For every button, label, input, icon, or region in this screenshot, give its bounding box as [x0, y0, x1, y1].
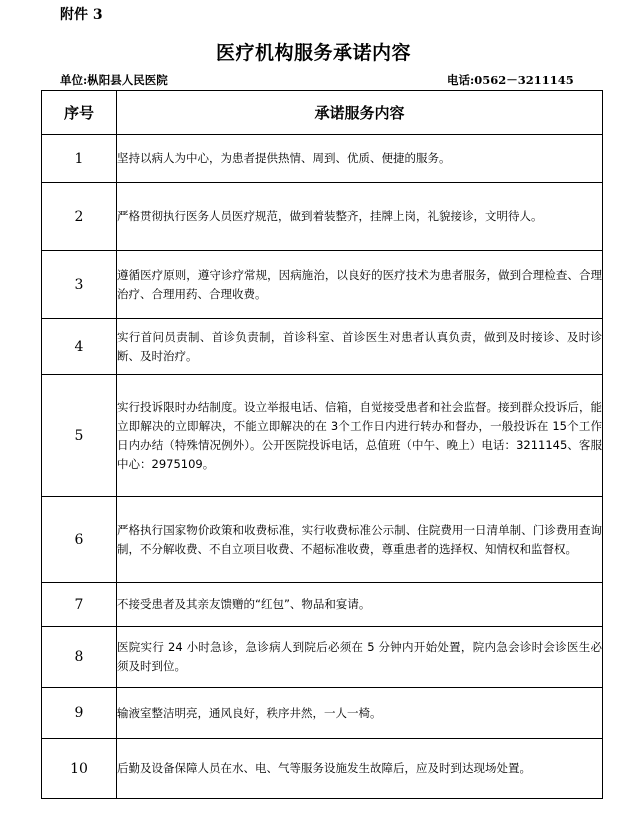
- unit-label: 单位:枞阳县人民医院: [60, 73, 168, 87]
- row-text: 实行首问员责制、首诊负责制，首诊科室、首诊医生对患者认真负责，做到及时接诊、及时诊断、及时治疗。: [117, 319, 603, 375]
- table-row: [42, 135, 603, 183]
- row-text: 严格贯彻执行医务人员医疗规范，做到着装整齐，挂牌上岗，礼貌接诊，文明待人。: [117, 183, 603, 251]
- row-number: 9: [42, 688, 117, 739]
- row-text: 不接受患者及其亲友馈赠的“红包”、物品和宴请。: [117, 583, 603, 627]
- row-number: 5: [42, 375, 117, 497]
- row-number: 10: [42, 739, 117, 799]
- table-row: [42, 688, 603, 739]
- row-number: 7: [42, 583, 117, 627]
- commitment-table: [41, 90, 603, 799]
- row-number: 3: [42, 251, 117, 319]
- table-row: [42, 739, 603, 799]
- table-row: [42, 583, 603, 627]
- table-row: [42, 497, 603, 583]
- header-content: 承诺服务内容: [117, 91, 603, 135]
- row-number: 6: [42, 497, 117, 583]
- table-row: [42, 627, 603, 688]
- row-text: 实行投诉限时办结制度。设立举报电话、信箱，自觉接受患者和社会监督。接到群众投诉后，能立即解决的立即解决，不能立即解决的在 3个工作日内进行转办和督办，一般投诉在 15个工作日内办结（特殊情况例外）。公开医院投诉电话，总值班（中午、晚上）电话：3211145、客服中心：2975109。: [117, 375, 603, 497]
- page-title: 医疗机构服务承诺内容: [215, 42, 411, 64]
- header-number: 序号: [42, 91, 117, 135]
- attachment-label: 附件 3: [60, 7, 103, 23]
- row-number: 8: [42, 627, 117, 688]
- table-row: [42, 183, 603, 251]
- row-number: 2: [42, 183, 117, 251]
- table-row: [42, 375, 603, 497]
- phone-label: 电话:0562－3211145: [447, 73, 574, 87]
- row-number: 1: [42, 135, 117, 183]
- table-row: [42, 251, 603, 319]
- table-row: [42, 319, 603, 375]
- row-text: 遵循医疗原则，遵守诊疗常规，因病施治，以良好的医疗技术为患者服务，做到合理检查、合理治疗、合理用药、合理收费。: [117, 251, 603, 319]
- row-text: 医院实行 24 小时急诊，急诊病人到院后必须在 5 分钟内开始处置，院内急会诊时会诊医生必须及时到位。: [117, 627, 603, 688]
- row-text: 输液室整洁明亮，通风良好，秩序井然，一人一椅。: [117, 688, 603, 739]
- row-text: 后勤及设备保障人员在水、电、气等服务设施发生故障后，应及时到达现场处置。: [117, 739, 603, 799]
- row-text: 坚持以病人为中心，为患者提供热情、周到、优质、便捷的服务。: [117, 135, 603, 183]
- row-text: 严格执行国家物价政策和收费标准，实行收费标准公示制、住院费用一日清单制、门诊费用查询制，不分解收费、不自立项目收费、不超标准收费，尊重患者的选择权、知情权和监督权。: [117, 497, 603, 583]
- table-header-row: [42, 91, 603, 135]
- row-number: 4: [42, 319, 117, 375]
